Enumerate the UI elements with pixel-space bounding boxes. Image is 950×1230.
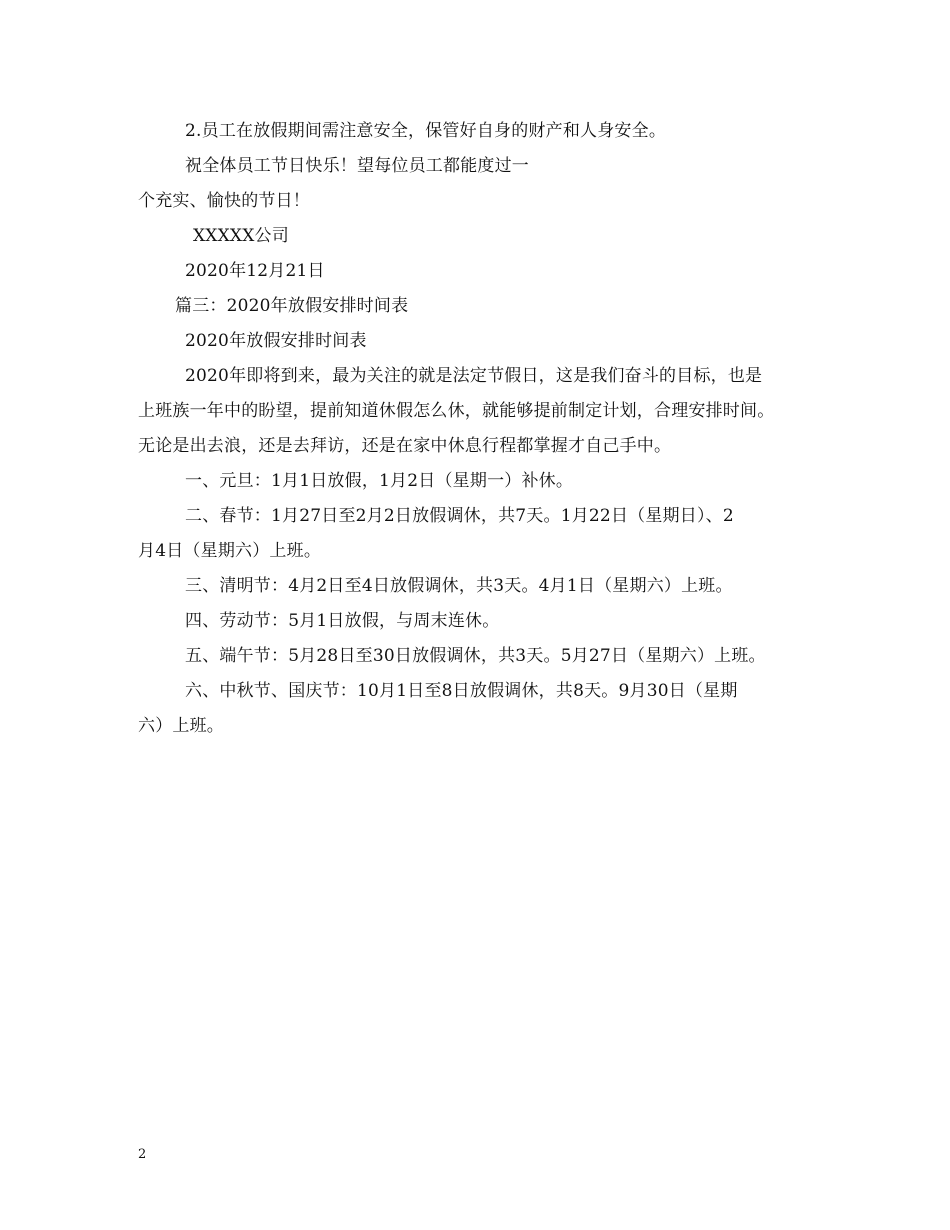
page-number: 2 [138, 1147, 147, 1162]
holiday-item: 三、清明节：4月2日至4日放假调休，共3天。4月1日（星期六）上班。 [185, 576, 733, 596]
holiday-item-continuation: 月4日（星期六）上班。 [138, 541, 322, 561]
holiday-item: 六、中秋节、国庆节：10月1日至8日放假调休，共8天。9月30日（星期 [185, 681, 738, 701]
company-signature: XXXXX公司 [193, 226, 289, 246]
paragraph-line: 无论是出去浪，还是去拜访，还是在家中休息行程都掌握才自己手中。 [138, 436, 672, 456]
holiday-item: 二、春节：1月27日至2月2日放假调休，共7天。1月22日（星期日）、2 [185, 506, 734, 526]
paragraph-line: 2020年即将到来，最为关注的就是法定节假日，这是我们奋斗的目标，也是 [185, 366, 763, 386]
paragraph-line: 上班族一年中的盼望，提前知道休假怎么休，就能够提前制定计划，合理安排时间。 [138, 401, 775, 421]
signature-date: 2020年12月21日 [185, 261, 325, 281]
paragraph-line: 祝全体员工节日快乐！望每位员工都能度过一 [185, 156, 529, 176]
paragraph-line: 个充实、愉快的节日！ [138, 191, 310, 211]
holiday-item-continuation: 六）上班。 [138, 716, 224, 736]
document-body [138, 114, 828, 744]
section-heading: 2020年放假安排时间表 [185, 331, 367, 351]
holiday-item: 一、元旦：1月1日放假，1月2日（星期一）补休。 [185, 471, 574, 491]
holiday-item: 五、端午节：5月28日至30日放假调休，共3天。5月27日（星期六）上班。 [185, 646, 766, 666]
holiday-item: 四、劳动节：5月1日放假，与周末连休。 [185, 611, 500, 631]
paragraph-line: 2.员工在放假期间需注意安全，保管好自身的财产和人身安全。 [185, 121, 667, 141]
section-title: 篇三：2020年放假安排时间表 [175, 296, 409, 316]
